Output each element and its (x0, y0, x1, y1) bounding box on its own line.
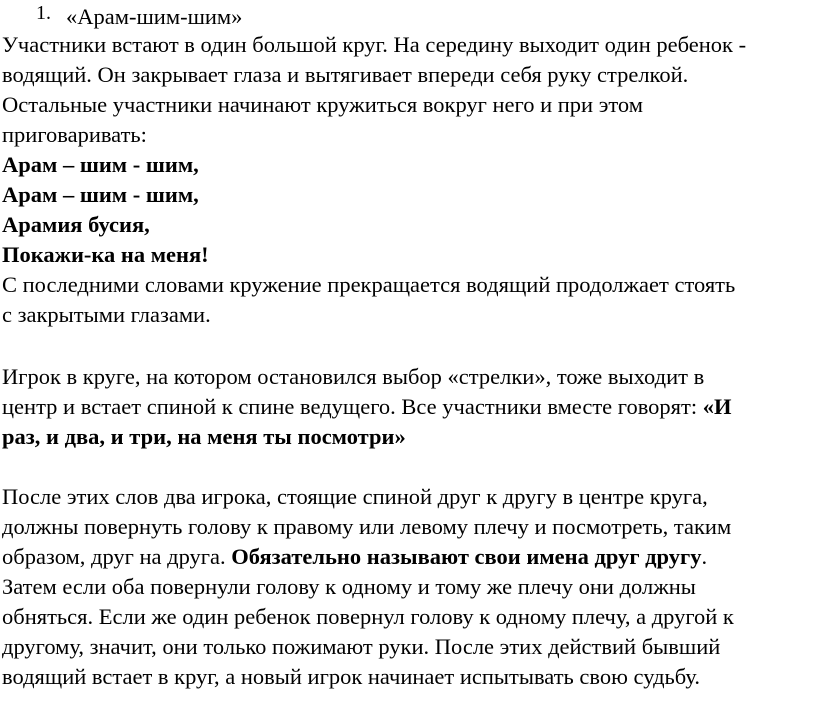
paragraph-1-line-4: приговаривать: (2, 122, 147, 147)
paragraph-1-line-1: Участники встают в один большой круг. На середину выходит один ребенок - (2, 32, 747, 57)
paragraph-4-line-5: обняться. Если же один ребенок повернул голову к одному плечу, а другой к (2, 604, 734, 629)
chant-line-1: Арам – шим - шим, (2, 152, 199, 177)
paragraph-4-line-2: должны повернуть голову к правому или левому плечу и посмотреть, таким (2, 514, 732, 539)
paragraph-4-line-3: образом, друг на друга. Обязательно называют свои имена друг другу. (2, 544, 708, 569)
list-number: 1. (36, 2, 51, 24)
chant-line-3: Арамия бусия, (2, 212, 150, 237)
paragraph-1-line-3: Остальные участники начинают кружиться вокруг него и при этом (2, 92, 643, 117)
paragraph-2-line-1: С последними словами кружение прекращается водящий продолжает стоять (2, 272, 736, 297)
game-title: «Арам-шим-шим» (66, 4, 243, 29)
paragraph-4-line-1: После этих слов два игрока, стоящие спиной друг к другу в центре круга, (2, 484, 708, 509)
chant-line-4: Покажи-ка на меня! (2, 242, 209, 267)
paragraph-3-line-2: центр и встает спиной к спине ведущего. Все участники вместе говорят: «И (2, 394, 732, 419)
paragraph-2-line-2: с закрытыми глазами. (2, 302, 211, 327)
paragraph-4-line-6: другому, значит, они только пожимают руки. После этих действий бывший (2, 634, 721, 659)
paragraph-4-line-7: водящий встает в круг, а новый игрок начинает испытывать свою судьбу. (2, 664, 701, 689)
paragraph-3-line-1: Игрок в круге, на котором остановился выбор «стрелки», тоже выходит в (2, 364, 705, 389)
paragraph-1-line-2: водящий. Он закрывает глаза и вытягивает впереди себя руку стрелкой. (2, 62, 689, 87)
chant-line-2: Арам – шим - шим, (2, 182, 199, 207)
paragraph-3-line-3: раз, и два, и три, на меня ты посмотри» (2, 424, 406, 449)
paragraph-4-line-4: Затем если оба повернули голову к одному и тому же плечу они должны (2, 574, 696, 599)
